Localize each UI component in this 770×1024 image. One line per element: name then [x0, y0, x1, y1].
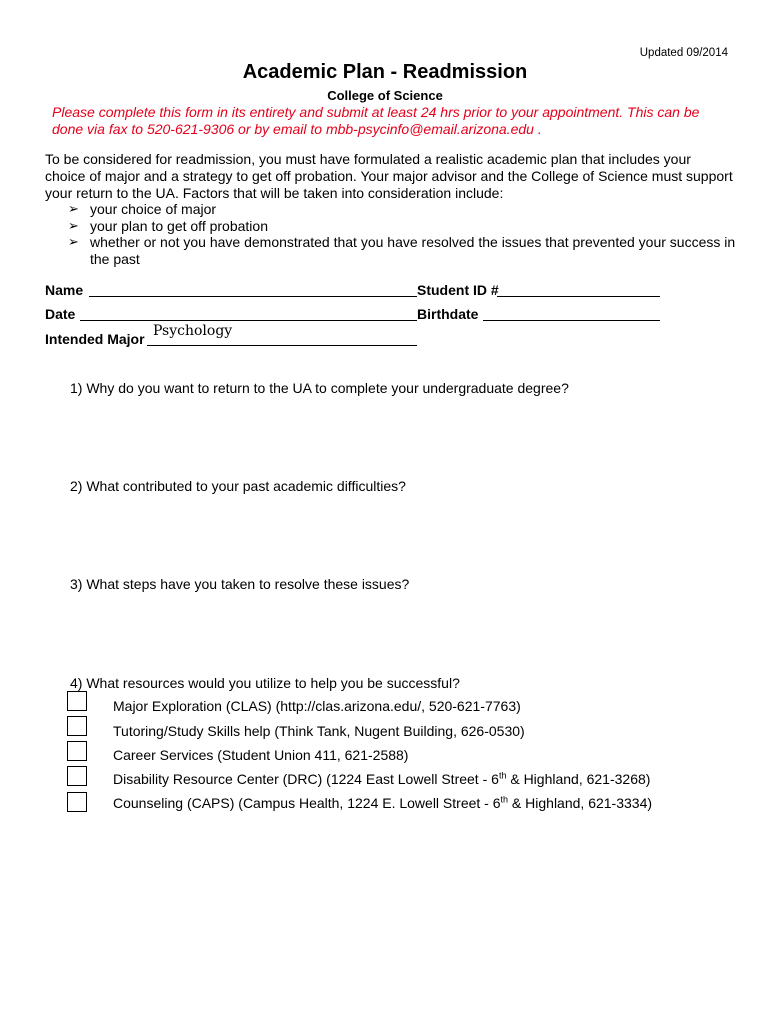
list-item: [68, 201, 738, 218]
name-label: Name: [45, 282, 84, 298]
factor-list: [68, 201, 738, 267]
resource-checkbox-career[interactable]: [67, 741, 87, 761]
resource-checkbox-tutoring[interactable]: [67, 716, 87, 736]
page-title: Academic Plan - Readmission: [242, 61, 528, 83]
college-name: College of Science: [327, 88, 443, 103]
date-field[interactable]: [80, 320, 417, 321]
question-4: 4) What resources would you utilize to help you be successful?: [70, 675, 460, 691]
question-1: 1) Why do you want to return to the UA to complete your undergraduate degree?: [70, 380, 569, 396]
birthdate-field[interactable]: [483, 320, 660, 321]
factor-text: your choice of major: [90, 201, 217, 217]
submission-notice: Please complete this form in its entirety and submit at least 24 hrs prior to your appointment. This can be done via fax to 520-621-9306 or by email to mbb-psycinfo@email.arizona.edu .: [52, 104, 700, 137]
list-item: [68, 218, 738, 235]
resource-checkbox-clas[interactable]: [67, 691, 87, 711]
arrow-bullet-icon: ➢: [68, 234, 79, 249]
date-label: Date: [45, 306, 76, 322]
question-2: 2) What contributed to your past academic difficulties?: [70, 478, 406, 494]
resource-checkbox-drc[interactable]: [67, 766, 87, 786]
intended-major-label: Intended Major: [45, 331, 145, 347]
student-id-field[interactable]: [497, 296, 660, 297]
updated-date: Updated 09/2014: [639, 47, 728, 59]
arrow-bullet-icon: ➢: [68, 201, 79, 216]
resource-caps: Counseling (CAPS) (Campus Health, 1224 E. Lowell Street - 6th & Highland, 621-3334): [113, 794, 653, 811]
resource-checkbox-caps[interactable]: [67, 792, 87, 812]
arrow-bullet-icon: ➢: [68, 217, 79, 233]
resource-drc: Disability Resource Center (DRC) (1224 East Lowell Street - 6th & Highland, 621-3268): [113, 770, 651, 787]
student-id-label: Student ID #: [417, 282, 499, 298]
intro-paragraph: To be considered for readmission, you must have formulated a realistic academic plan that includes your choice of major and a strategy to get off probation. Your major advisor and the College of Science must support your return to the UA. Factors that will be taken into consideration include:: [45, 151, 733, 201]
resource-tutoring: Tutoring/Study Skills help (Think Tank, Nugent Building, 626-0530): [113, 723, 525, 739]
name-field[interactable]: [89, 296, 417, 297]
factor-text: your plan to get off probation: [90, 217, 268, 234]
resource-clas: Major Exploration (CLAS) (http://clas.arizona.edu/, 520-621-7763): [113, 698, 521, 714]
intended-major-field[interactable]: [147, 345, 417, 346]
intended-major-value: Psychology: [153, 323, 233, 339]
resource-career: Career Services (Student Union 411, 621-2588): [113, 747, 409, 763]
question-3: 3) What steps have you taken to resolve these issues?: [70, 576, 410, 592]
birthdate-label: Birthdate: [417, 306, 479, 322]
list-item: [68, 234, 738, 267]
factor-text: whether or not you have demonstrated that you have resolved the issues that prevented your success in the past: [90, 234, 736, 267]
